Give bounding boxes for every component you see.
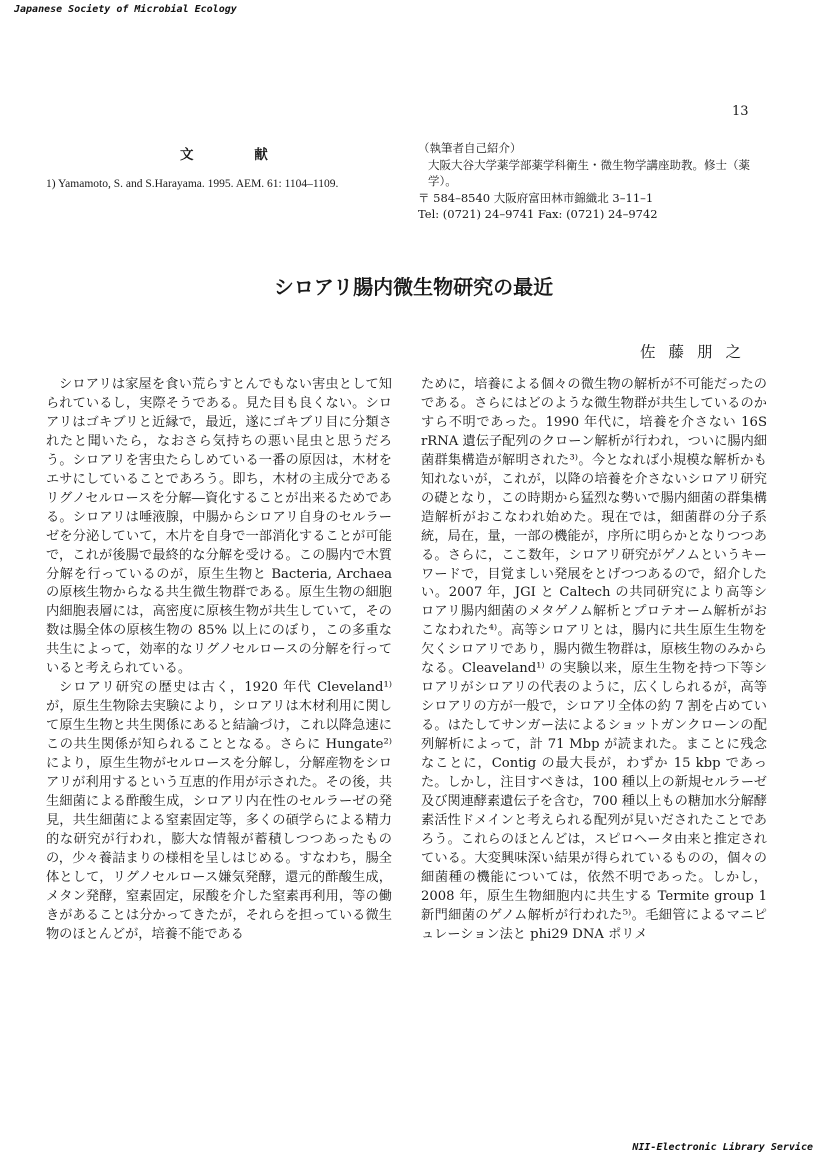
author-intro-heading: （執筆者自己紹介） <box>418 141 522 155</box>
references-heading: 文 献 <box>180 147 296 163</box>
body-column-right <box>421 376 767 945</box>
author-intro-address: 〒 584–8540 大阪府富田林市錦織北 3–11–1 <box>418 190 654 205</box>
body-paragraph: シロアリは家屋を食い荒らすとんでもない害虫として知られているし，実際そうである。見た目も良くない。シロアリはゴキブリと近縁で，最近，遂にゴキブリ目に分類されたと聞いたら，なおさら気持ちの悪い昆虫と思うだろう。シロアリを害虫たらしめている一番の原因は，木材をエサにしていることであろう。即ち，木材の主成分であるリグノセルロースを分解―資化することが出来るためである。シロアリは唾液腺，中腸からシロアリ自身のセルラーゼを分泌していて，木片を自身で一部消化することが可能で，これが後腸で最終的な分解を受ける。この腸内で木質分解を行っているのが，原生生物と Bacteria, Archaea の原核生物からなる共生微生物群である。原生生物の細胞内細胞表層には，高密度に原核生物が共生していて，その数は腸全体の原核生物の 85% 以上にのぼり，この多重な共生によって，効率的なリグノセルロースの分解を行っていると考えられている。 <box>46 377 392 677</box>
body-column-left <box>46 376 392 945</box>
reference-item: 1) Yamamoto, S. and S.Harayama. 1995. AEM. 61: 1104–1109. <box>46 178 339 190</box>
page-number: 13 <box>732 104 749 119</box>
body-paragraph: シロアリ研究の歴史は古く，1920 年代 Cleveland¹⁾ が，原生生物除去実験により，シロアリは木材利用に関して原生生物と共生関係にあると結論づけ，これ以降急速にこの共生関係が知られることとなる。さらに Hungate²⁾ により，原生生物がセルロースを分解し，分解産物をシロアリが利用するという互恵的作用が示された。その後，共生細菌による酢酸生成，シロアリ内在性のセルラーゼの発見，共生細菌による窒素固定等，多くの碩学らによる精力的な研究が行われ，膨大な情報が蓄積しつつあったものの，少々養詰まりの様相を呈しはじめる。すなわち，腸全体として，リグノセルロース嫌気発酵，還元的酢酸生成，メタン発酵，窒素固定，尿酸を介した窒素再利用，等の働きがあることは分かってきたが，それらを担っている微生物のほとんどが，培養不能である <box>46 680 392 942</box>
article-title: シロアリ腸内微生物研究の最近 <box>273 275 554 299</box>
author-intro-affiliation: 大阪大谷大学薬学部薬学科衛生・微生物学講座助教。修士（薬学）。 <box>428 157 750 188</box>
author-intro <box>418 140 768 223</box>
society-header: Japanese Society of Microbial Ecology <box>14 4 237 15</box>
article-author: 佐藤朋之 <box>640 343 755 361</box>
author-intro-contact: Tel: (0721) 24–9741 Fax: (0721) 24–9742 <box>418 207 658 221</box>
body-paragraph: ために，培養による個々の微生物の解析が不可能だったのである。さらにはどのような微生物群が共生しているのかすら不明であった。1990 年代に，培養を介さない 16S rRNA 遺伝子配列のクローン解析が行われ，ついに腸内細菌群集構造が解明された³⁾。今となれば小規模な解析かも知れないが，これが，以降の培養を介さないシロアリ研究の礎となり，この時期から猛烈な勢いで腸内細菌の群集構造解析がおこなわれ始めた。現在では，細菌群の分子系統，局在，量，一部の機能が，序所に明らかとなりつつある。さらに，ここ数年，シロアリ研究がゲノムというキーワードで，目覚ましい発展をとげつつあるので，紹介したい。2007 年，JGI と Caltech の共同研究により高等シロアリ腸内細菌のメタゲノム解析とプロテオーム解析がおこなわれた⁴⁾。高等シロアリとは，腸内に共生原生生物を欠くシロアリであり，腸内微生物群は，原核生物のみからなる。Cleaveland¹⁾ の実験以来，原生生物を持つ下等シロアリがシロアリの代表のように，広くしられるが，高等シロアリの方が一般で，シロアリ全体の約 7 割を占めている。はたしてサンガー法によるショットガンクローンの配列解析によって，計 71 Mbp が読まれた。まことに残念なことに，Contig の最大長が，わずか 15 kbp であった。しかし，注目すべきは，100 種以上の新規セルラーゼ及び関連酵素遺伝子を含む，700 種以上もの糖加水分解酵素活性ドメインと考えられる配列が見いだされたことであろう。これらのほとんどは，スピロヘータ由来と推定されている。大変興味深い結果が得られているものの，個々の細菌種の機能については，依然不明であった。しかし，2008 年，原生生物細胞内に共生する Termite group 1 新門細菌のゲノム解析が行われた⁵⁾。毛細管によるマニピュレーション法と phi29 DNA ポリメ <box>421 377 767 942</box>
nii-service-footer: NII-Electronic Library Service <box>632 1142 813 1153</box>
